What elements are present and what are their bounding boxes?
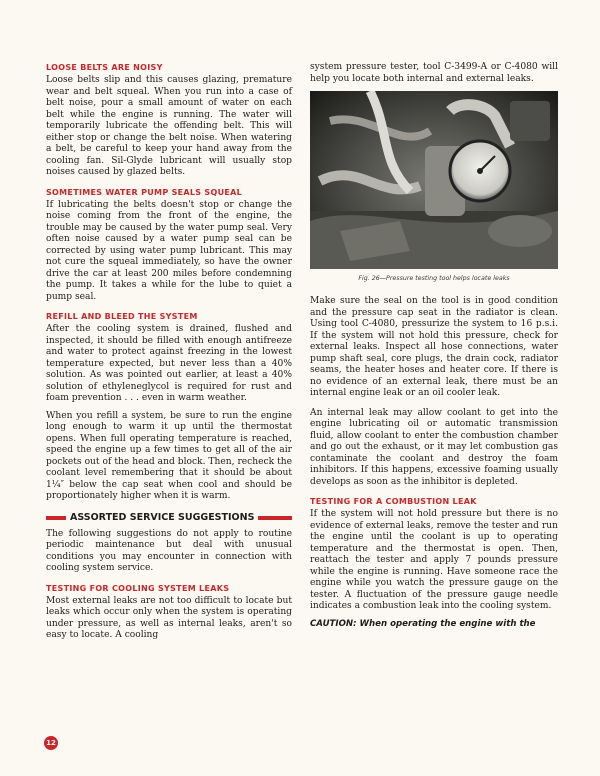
heading-combustion-leak: TESTING FOR A COMBUSTION LEAK (310, 497, 477, 506)
paragraph-combustion-leak: If the system will not hold pressure but there is no evidence of external leaks, remove the tester and run the engine until the coolant is up to operating temperature and the thermostat is open. Then, reattach the tester and apply 7 pounds pressure while the engine is running. Have someone race the engine while you watch the pressure gauge on the tester. A fluctuation of the pressure gauge needle indicates a combustion leak into the cooling system. (310, 509, 558, 611)
paragraph-water-pump-seals: If lubricating the belts doesn't stop or change the noise coming from the front of the engine, the trouble may be caused by the water pump seal. Very often noise caused by a water pump seal can be corrected by using water pump lubricant. This may not cure the squeal immediately, so have the owner drive the car at least 200 miles before condemning the pump. It takes a while for the lube to quiet a pump seal. (46, 199, 292, 302)
paragraph-internal-leak: An internal leak may allow coolant to get into the engine lubricating oil or automatic transmission fluid, allow coolant to enter the combustion chamber and go out the exhaust, or it may let combustion gas contaminate the coolant and destroy the foam inhibitors. If this happens, excessive foaming usually develops as soon as the inhibitor is depleted. (310, 407, 558, 487)
paragraph-loose-belts: Loose belts slip and this causes glazing, premature wear and belt squeal. When you run into a case of belt noise, pour a small amount of water on each belt while the engine is running. The water will temporarily lubricate the offending belt. This will either stop or change the belt noise. When watering a belt, be careful to keep your hand away from the cooling fan. Sil-Glyde lubricant will usually stop noises caused by glazed belts. (46, 75, 292, 177)
heading-loose-belts: LOOSE BELTS ARE NOISY (46, 63, 163, 72)
paragraph-suggestions-intro: The following suggestions do not apply to routine periodic maintenance but deal with unusual conditions you may encounter in connection with cooling system service. (46, 528, 292, 573)
figure-caption: Fig. 26—Pressure testing tool helps locate leaks (358, 275, 510, 282)
paragraph-pressure-tester: system pressure tester, tool C-3499-A or C-4080 will help you locate both internal and external leaks. (310, 62, 558, 84)
pressure-tester-photo (310, 91, 558, 269)
paragraph-testing-leaks: Most external leaks are not too difficult to locate but leaks which occur only when the system is operating under pressure, as well as internal leaks, aren't so easy to locate. A cooling (46, 595, 292, 640)
banner-rule-right (258, 516, 292, 520)
paragraph-refill-1: After the cooling system is drained, flushed and inspected, it should be filled with enough antifreeze and water to protect against freezing in the lowest temperature expected, but never less than a 40% solution. As was pointed out earlier, at least a 40% solution of ethyleneglycol is required for rust and foam prevention . . . even in warm weather. (46, 324, 292, 403)
left-column (46, 62, 292, 650)
section-banner (46, 511, 292, 525)
heading-testing-leaks: TESTING FOR COOLING SYSTEM LEAKS (46, 583, 230, 593)
paragraph-refill-2: When you refill a system, be sure to run the engine long enough to warm it up until the thermostat opens. When full operating temperature is reached, speed the engine up a few times to get all of the air pockets out of the head and block. Then, recheck the coolant level remembering that it should be about 1¼″ below the cap seat when cool and should be proportionately higher when it is warm. (46, 410, 292, 501)
caution-text: CAUTION: When operating the engine with the (310, 618, 536, 629)
right-column (310, 62, 558, 630)
engine-photo-illustration (310, 91, 558, 269)
heading-water-pump-seals: SOMETIMES WATER PUMP SEALS SQUEAL (46, 187, 243, 197)
heading-refill-bleed: REFILL AND BLEED THE SYSTEM (46, 312, 198, 321)
banner-rule-left (46, 516, 66, 520)
paragraph-seal-check: Make sure the seal on the tool is in good condition and the pressure cap seat in the radiator is clean. Using tool C-4080, pressurize the system to 16 p.s.i. If the system will not hold this pressure, check for external leaks. Inspect all hose connections, water pump shaft seal, core plugs, the drain cock, radiator seams, the heater hoses and heater core. If there is no evidence of an external leak, there must be an internal engine leak or an oil cooler leak. (310, 296, 558, 398)
page-number-badge: 12 (44, 736, 58, 750)
banner-title: ASSORTED SERVICE SUGGESTIONS (70, 512, 255, 523)
